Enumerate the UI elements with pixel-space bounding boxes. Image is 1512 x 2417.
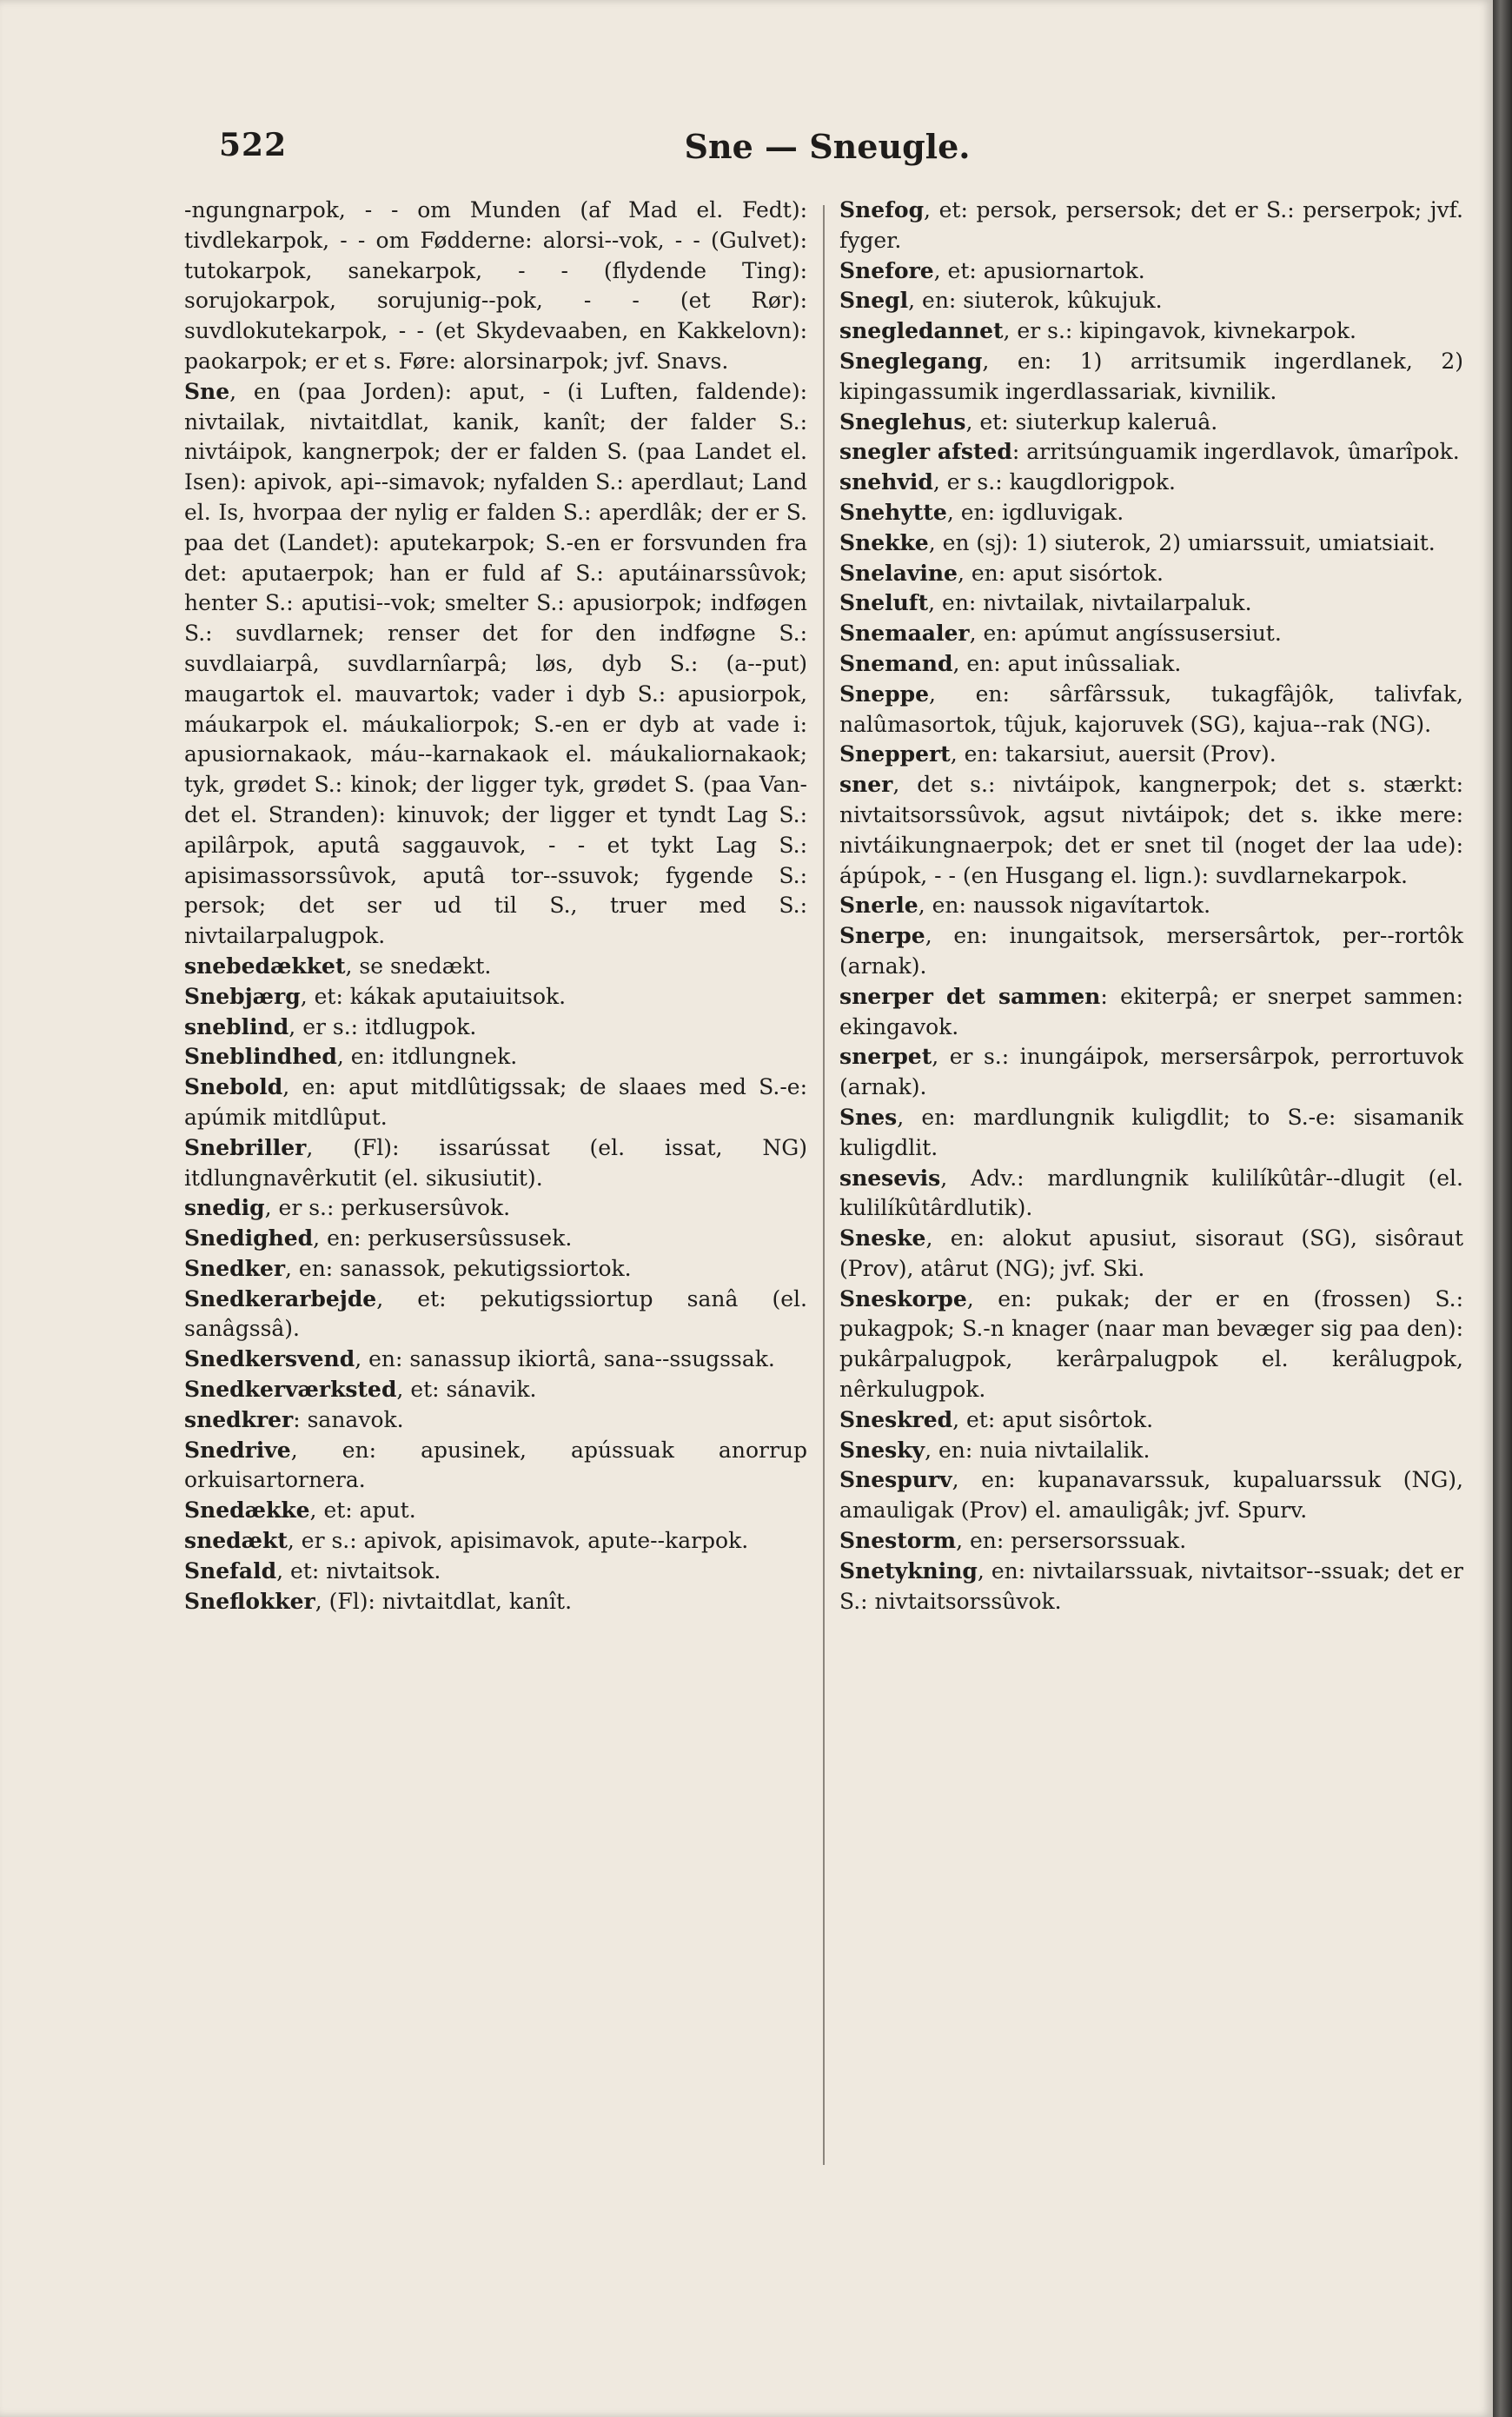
headword: Snedighed [184, 1225, 314, 1252]
headword: Snerle [839, 893, 918, 919]
headword: snedkrer [184, 1406, 294, 1432]
entry: Snesky, en: nuia nivtailalik. [839, 1437, 1151, 1463]
headword: Sneblindhed [184, 1044, 337, 1070]
headword: snesevis [839, 1165, 941, 1191]
entry: Sneflokker, (Fl): nivtaitdlat, kanît. [184, 1588, 573, 1614]
entry: Snelavine, en: aput sisórtok. [839, 560, 1164, 586]
headword: Snes [839, 1104, 898, 1130]
headword: Snemand [839, 650, 953, 676]
entry: Snes, en: mardlungnik kuligdlit; to S.-e: sisamanik kuligdlit. [839, 1104, 1463, 1160]
entry: Sneskorpe, en: pukak; der er en (frossen) S.: pukagpok; S.-n knager (naar man bevæger sig paa den): pukârpalugpok, kerârpalugpok el. kerâlugpok, nêrkulugpok. [839, 1285, 1463, 1403]
entry: Snedkerarbejde, et: pekutigssiortup sanâ (el. sanâgssâ). [184, 1285, 807, 1342]
page-number: 522 [219, 127, 288, 163]
entry: Sneglegang, en: 1) arritsumik ingerdlanek, 2) kipingassumik ingerdlassariak, kivnilik. [839, 348, 1463, 404]
headword: Snekke [839, 529, 929, 555]
headword: Snefog [839, 197, 925, 222]
entry: Sneglehus, et: siuterkup kaleruâ. [839, 408, 1218, 435]
entry: snerper det sammen: ekiterpâ; er snerpet sammen: ekingavok. [839, 983, 1463, 1039]
headword: Snebold [184, 1074, 283, 1100]
headword: Snebriller [184, 1134, 307, 1160]
entry: Snedker, en: sanassok, pekutigssiortok. [184, 1255, 632, 1281]
entry: snegledannet, er s.: kipingavok, kivnekarpok. [839, 318, 1356, 344]
entry: Snerpe, en: inungaitsok, mersersârtok, per--rortôk (arnak). [839, 923, 1463, 979]
headword: Snefald [184, 1557, 277, 1584]
running-head: Sne — Sneugle. [684, 127, 971, 166]
headword: Sneppe [839, 681, 930, 707]
headword: Snedkerarbejde [184, 1285, 377, 1311]
headword: Snespurv [839, 1467, 952, 1493]
headword: Snetykning [839, 1557, 978, 1584]
entry: Sneppe, en: sârfârssuk, tukagfâjôk, talivfak, nalûmasortok, tûjuk, kajoruvek (SG), kajua--rak (NG). [839, 681, 1463, 737]
page-header [219, 127, 1436, 170]
entry: snehvid, er s.: kaugdlorigpok. [839, 469, 1176, 495]
headword: snedækt [184, 1528, 288, 1554]
headword: Snerpe [839, 923, 925, 949]
entry: Sneblindhed, en: itdlungnek. [184, 1044, 518, 1070]
headword: snerper det sammen [839, 983, 1101, 1009]
entry: Snedrive, en: apusinek, apússuak anorrup orkuisartornera. [184, 1437, 807, 1493]
entry: snesevis, Adv.: mardlungnik kulilíkûtâr--dlugit (el. kulilíkûtârdlutik). [839, 1165, 1463, 1221]
entry: Snemaaler, en: apúmut angíssusersiut. [839, 621, 1282, 647]
entry: Snegl, en: siuterok, kûkujuk. [839, 288, 1163, 314]
headword: Snebjærg [184, 983, 301, 1009]
headword: Snedker [184, 1255, 286, 1281]
entry: snebedækket, se snedækt. [184, 953, 492, 979]
headword: Snestorm [839, 1528, 957, 1554]
entry: Snebjærg, et: kákak aputaiuitsok. [184, 983, 567, 1009]
headword: Sneskred [839, 1406, 953, 1432]
entry: Snerle, en: naussok nigavítartok. [839, 893, 1211, 919]
entry: sner, det s.: nivtáipok, kangnerpok; det s. stærkt: nivtaitsorssûvok, agsut nivtáipok; det s. ikke mere: nivtáikungnaerpok; det er snet til (noget der laa ude): ápúpok, - - (en Husgang el. lign.): suvdlarnekarpok. [839, 772, 1463, 888]
headword: Sneglegang [839, 348, 983, 374]
headword: snegler afsted [839, 439, 1012, 465]
left-column [184, 196, 807, 1617]
headword: Sneskorpe [839, 1285, 967, 1311]
headword: snebedækket [184, 953, 346, 979]
entry: Sneskred, et: aput sisôrtok. [839, 1406, 1154, 1432]
entry: Snekke, en (sj): 1) siuterok, 2) umiarssuit, umiatsiait. [839, 529, 1436, 555]
entry: snedækt, er s.: apivok, apisimavok, apute--karpok. [184, 1528, 749, 1554]
entry: Snedighed, en: perkusersûssusek. [184, 1225, 573, 1252]
headword: sneblind [184, 1013, 289, 1039]
entry: snedkrer: sanavok. [184, 1406, 404, 1432]
entry: Snestorm, en: persersorssuak. [839, 1528, 1187, 1554]
entry: Snedkersvend, en: sanassup ikiortâ, sana--ssugssak. [184, 1346, 775, 1372]
entry: Sneluft, en: nivtailak, nivtailarpaluk. [839, 590, 1252, 616]
headword: sner [839, 772, 893, 798]
entry: Snebriller, (Fl): issarússat (el. issat, NG) itdlungnavêrkutit (el. sikusiutit). [184, 1134, 807, 1191]
column-divider [823, 205, 825, 2165]
entry: snerpet, er s.: inungáipok, mersersârpok, perrortuvok (arnak). [839, 1044, 1463, 1100]
entry: Sne, en (paa Jorden): aput, - (i Luften, faldende): nivtailak, nivtaitdlat, kanik, kanît; der falder S.: nivtáipok, kangnerpok; der er falden S. (paa Landet el. Isen): apivok, api--simavok; nyfalden S.: aperdlaut; Land el. Is, hvorpaa der nylig er falden S.: aperdlâk; der er S. paa det (Landet): aputekarpok; S.-en er forsvunden fra det: aputaerpok; han er fuld af S.: aputáinarssûvok; henter S.: aputisi--vok; smelter S.: apusiorpok; indføgen S.: suvdlarnek; renser det for den indføgne S.: suvdlaiarpâ, suvdlarnîarpâ; løs, dyb S.: (a--put) maugartok el. mauvartok; vader i dyb S.: apusiorpok, máukarpok el. máukaliorpok; S.-en er dyb at vade i: apusiornakaok, máu--karnakaok el. máukaliornakaok; tyk, grødet S.: kinok; der ligger tyk, grødet S. (paa Van-det el. Stranden): kinuvok; der ligger et tyndt Lag S.: apilârpok, aputâ saggauvok, - - et tykt Lag S.: apisimassorssûvok, aputâ tor--ssuvok; fygende S.: persok; det ser ud til S., truer med S.: nivtailarpalugpok. [184, 378, 807, 949]
entry: snegler afsted: arritsúnguamik ingerdlavok, ûmarîpok. [839, 439, 1460, 465]
entry: Snemand, en: aput inûssaliak. [839, 650, 1182, 676]
entry: Snedkerværksted, et: sánavik. [184, 1377, 537, 1403]
headword: Snelavine [839, 560, 958, 586]
headword: snerpet [839, 1044, 932, 1070]
headword: Sneppert [839, 741, 951, 767]
headword: Snehytte [839, 499, 947, 525]
entry: -ngungnarpok, - - om Munden (af Mad el. Fedt): tivdlekarpok, - - om Fødderne: alorsi--vok, - - (Gulvet): tutokarpok, sanekarpok, - - (flydende Ting): sorujokarpok, sorujunig--pok, - - (et Rør): suvdlokutekarpok, - - (et Skydevaaben, en Kakkelovn): paokarpok; er et s. Føre: alorsinarpok; jvf. Snavs. [184, 197, 807, 374]
entry: snedig, er s.: perkusersûvok. [184, 1195, 511, 1221]
entry: Snespurv, en: kupanavarssuk, kupaluarssuk (NG), amauligak (Prov) el. amauligâk; jvf. Spurv. [839, 1467, 1463, 1524]
entry: Snefore, et: apusiornartok. [839, 257, 1145, 283]
headword: Snemaaler [839, 621, 970, 647]
headword: Snedkersvend [184, 1346, 355, 1372]
headword: Sneflokker [184, 1588, 315, 1614]
entry: Snefald, et: nivtaitsok. [184, 1557, 441, 1584]
entry: Snedække, et: aput. [184, 1497, 416, 1524]
right-column [839, 196, 1463, 1617]
headword: snehvid [839, 469, 933, 495]
entry: Snebold, en: aput mitdlûtigssak; de slaaes med S.-e: apúmik mitdlûput. [184, 1074, 807, 1130]
headword: Snegl [839, 288, 909, 314]
headword: Sne [184, 378, 230, 404]
page-edge [1493, 0, 1512, 2417]
headword: snegledannet [839, 318, 1004, 344]
headword: Snedække [184, 1497, 310, 1524]
entry: Sneppert, en: takarsiut, auersit (Prov). [839, 741, 1277, 767]
entry: sneblind, er s.: itdlugpok. [184, 1013, 477, 1039]
headword: snedig [184, 1195, 265, 1221]
headword: Sneske [839, 1225, 926, 1252]
entry: Snehytte, en: igdluvigak. [839, 499, 1124, 525]
entry: Sneske, en: alokut apusiut, sisoraut (SG), sisôraut (Prov), atârut (NG); jvf. Ski. [839, 1225, 1463, 1281]
headword: Snedkerværksted [184, 1377, 397, 1403]
entry: Snefog, et: persok, persersok; det er S.: perserpok; jvf. fyger. [839, 197, 1463, 253]
headword: Sneglehus [839, 408, 966, 435]
headword: Snedrive [184, 1437, 291, 1463]
entry: Snetykning, en: nivtailarssuak, nivtaitsor--ssuak; det er S.: nivtaitsorssûvok. [839, 1557, 1463, 1614]
headword: Snesky [839, 1437, 925, 1463]
headword: Sneluft [839, 590, 929, 616]
headword: Snefore [839, 257, 934, 283]
